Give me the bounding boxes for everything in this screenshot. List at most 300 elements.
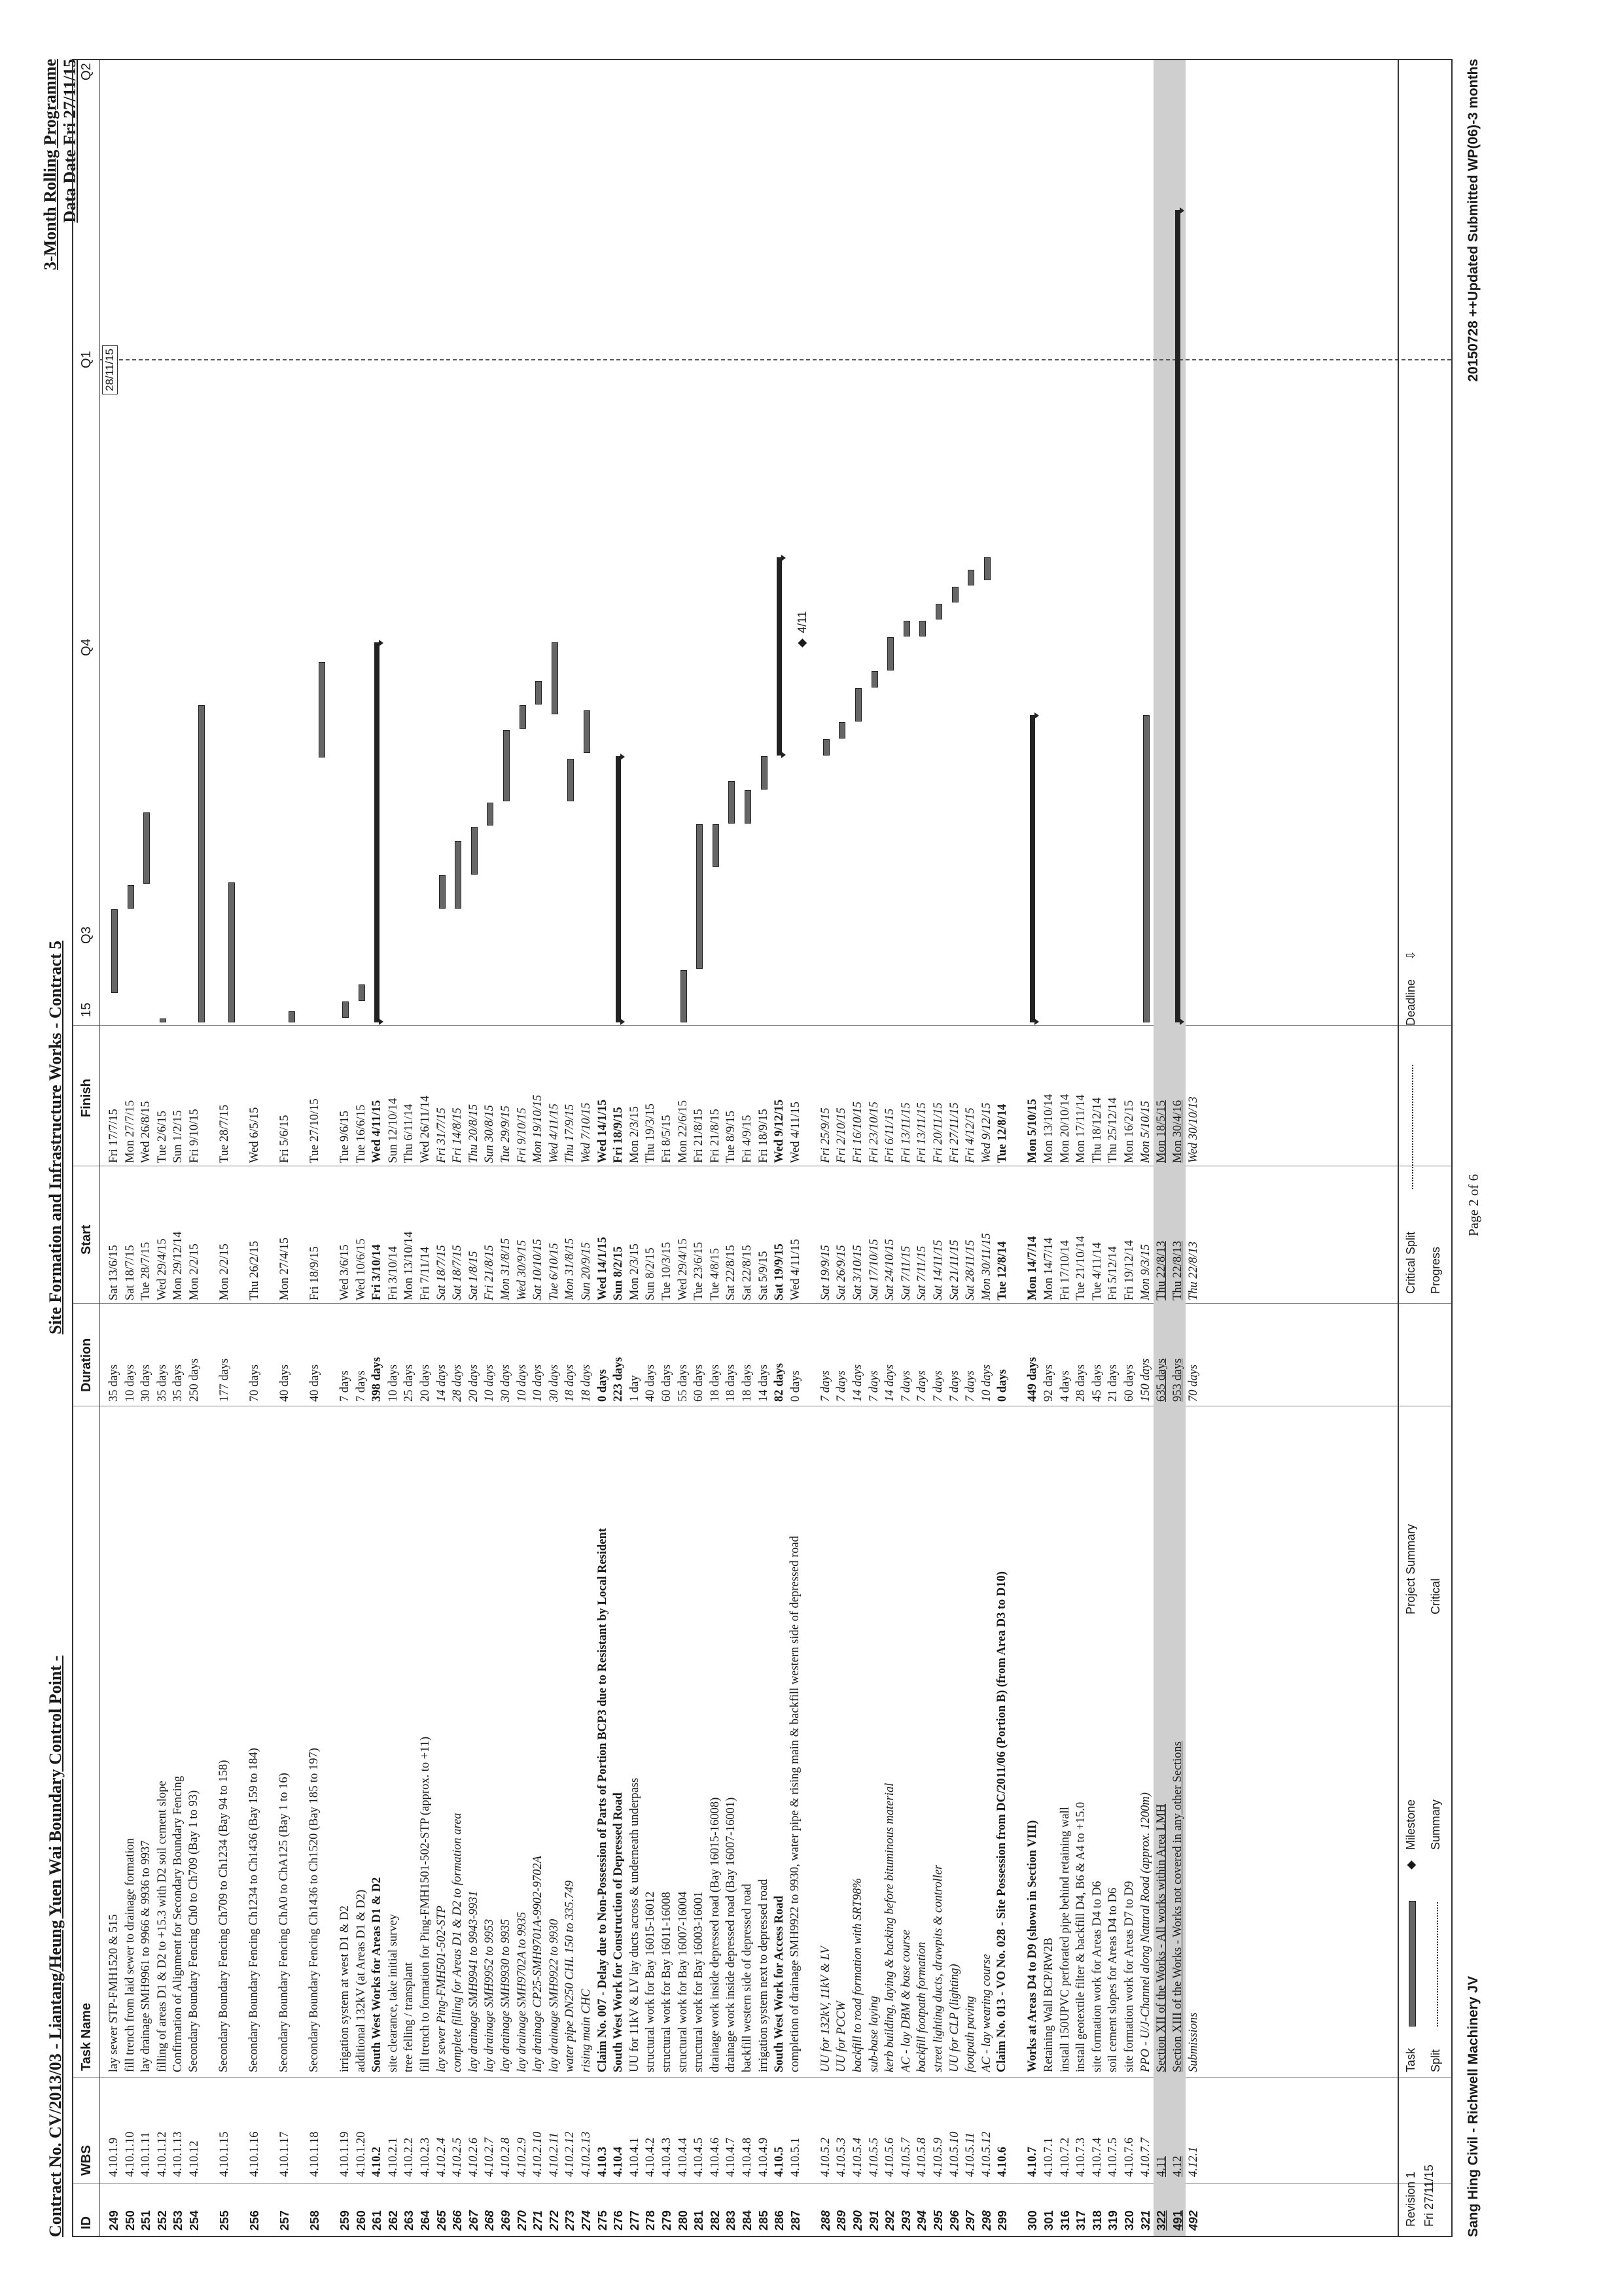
task-wbs: 4.10.5.5 xyxy=(867,2137,881,2177)
task-id: 270 xyxy=(514,2210,529,2231)
task-duration: 70 days xyxy=(1187,1364,1201,1402)
task-duration: 7 days xyxy=(867,1370,881,1402)
gantt-bar xyxy=(487,803,493,826)
task-finish: Fri 2/10/15 xyxy=(835,1107,849,1163)
gantt-bar xyxy=(1143,715,1150,1022)
task-duration: 92 days xyxy=(1042,1364,1055,1402)
task-start: Mon 31/8/15 xyxy=(499,1238,512,1300)
task-finish: Tue 2/6/15 xyxy=(155,1110,169,1163)
col-task-name-header: Task Name xyxy=(79,2002,94,2071)
task-name: UU for CLP (lighting) xyxy=(947,1964,961,2072)
task-wbs: 4.10.4.3 xyxy=(660,2137,673,2177)
legend-task: Task xyxy=(1404,2047,1417,2072)
task-finish: Wed 14/1/15 xyxy=(595,1099,609,1163)
task-start: Sun 8/2/15 xyxy=(644,1247,658,1300)
task-name: structural work for Bay 16015-16012 xyxy=(644,1891,658,2072)
task-wbs: 4.10.4.2 xyxy=(644,2137,658,2177)
task-finish: Fri 13/11/15 xyxy=(899,1102,913,1163)
task-id: 264 xyxy=(418,2210,432,2231)
task-duration: 60 days xyxy=(1123,1364,1136,1402)
gantt-bar xyxy=(455,841,461,908)
task-start: Sat 22/8/15 xyxy=(724,1245,738,1300)
gantt-bar xyxy=(823,739,830,755)
task-finish: Mon 17/11/14 xyxy=(1074,1094,1088,1163)
task-duration: 28 days xyxy=(1074,1364,1088,1402)
gantt-bar xyxy=(968,570,974,585)
task-wbs: 4.10.7.1 xyxy=(1042,2137,1055,2177)
col-start-header: Start xyxy=(79,1225,94,1255)
legend-milestone-icon: ◆ xyxy=(1404,1860,1417,1870)
task-finish: Fri 8/5/15 xyxy=(660,1115,673,1163)
gantt-bar xyxy=(359,984,365,1000)
task-id: 294 xyxy=(915,2210,929,2231)
gantt-bar xyxy=(761,756,768,789)
task-duration: 177 days xyxy=(218,1358,231,1402)
col-wbs-header: WBS xyxy=(79,2145,94,2176)
task-finish: Tue 9/6/15 xyxy=(338,1110,351,1163)
gantt-bar xyxy=(984,557,991,580)
task-finish: Wed 26/11/14 xyxy=(419,1095,432,1163)
task-duration: 449 days xyxy=(1026,1357,1040,1402)
gantt-bar xyxy=(503,730,510,802)
task-finish: Sun 1/2/15 xyxy=(171,1110,185,1163)
task-id: 272 xyxy=(546,2210,561,2231)
task-name: Section XIII of the Works - Works not covered in any other Sections xyxy=(1171,1741,1184,2072)
gantt-bar xyxy=(872,671,878,687)
task-duration: 7 days xyxy=(964,1370,978,1402)
task-finish: Fri 16/10/15 xyxy=(851,1101,864,1163)
task-id: 300 xyxy=(1025,2210,1040,2231)
task-start: Sat 26/9/15 xyxy=(835,1245,849,1300)
task-duration: 35 days xyxy=(171,1364,185,1402)
task-name: street lighting ducts, drawpits & controller xyxy=(932,1864,945,2072)
task-wbs: 4.10.5.7 xyxy=(899,2137,913,2177)
gantt-bar xyxy=(111,909,118,993)
task-name: Secondary Boundary Fencing Ch0 to Ch709 (Bay 1 to 93) xyxy=(187,1790,200,2072)
task-start: Sat 10/10/15 xyxy=(531,1238,545,1300)
task-finish: Mon 18/5/15 xyxy=(1155,1100,1169,1163)
task-wbs: 4.10.4.1 xyxy=(627,2137,641,2177)
task-id: 278 xyxy=(643,2210,658,2231)
task-start: Wed 29/4/15 xyxy=(676,1238,690,1300)
task-name: site formation work for Areas D7 to D9 xyxy=(1123,1881,1136,2072)
task-finish: Mon 13/10/14 xyxy=(1042,1094,1055,1163)
task-id: 296 xyxy=(947,2210,961,2231)
task-wbs: 4.10.6 xyxy=(996,2146,1010,2177)
task-start: Wed 4/11/15 xyxy=(788,1239,802,1300)
task-duration: 10 days xyxy=(386,1364,400,1402)
task-finish: Wed 9/12/15 xyxy=(773,1099,786,1163)
task-start: Sat 21/11/15 xyxy=(947,1240,961,1300)
task-duration: 0 days xyxy=(788,1370,802,1402)
gantt-bar xyxy=(713,824,719,867)
task-start: Tue 4/11/14 xyxy=(1090,1242,1104,1300)
gantt-bar xyxy=(520,705,526,728)
task-name: sub-base laying xyxy=(867,1996,881,2072)
col-duration-header: Duration xyxy=(79,1338,94,1392)
task-name: drainage work inside depressed road (Bay 16015-16008) xyxy=(708,1797,722,2072)
task-finish: Thu 6/11/14 xyxy=(402,1104,416,1163)
task-id: 491 xyxy=(1170,2210,1184,2231)
task-start: Mon 14/7/14 xyxy=(1042,1237,1055,1300)
task-duration: 7 days xyxy=(947,1370,961,1402)
task-start: Tue 6/10/15 xyxy=(547,1243,561,1300)
task-start: Sat 13/6/15 xyxy=(107,1245,120,1300)
gantt-bar xyxy=(552,642,558,714)
task-finish: Fri 17/7/15 xyxy=(107,1109,120,1163)
task-id: 292 xyxy=(883,2210,897,2231)
task-id: 286 xyxy=(772,2210,786,2231)
task-name: additional 132kV (at Areas D1 & D2) xyxy=(354,1889,368,2072)
gantt-bar xyxy=(143,812,150,884)
task-id: 285 xyxy=(756,2210,770,2231)
task-duration: 398 days xyxy=(370,1357,384,1402)
task-wbs: 4.10.2.1 xyxy=(386,2137,400,2177)
task-name: Secondary Boundary Fencing Ch1436 to Ch1520 (Bay 185 to 197) xyxy=(308,1748,321,2072)
task-finish: Mon 5/10/15 xyxy=(1139,1100,1152,1163)
task-name: lay sewer Ping-FMH501-502-STP xyxy=(434,1905,448,2072)
task-id: 291 xyxy=(866,2210,881,2231)
task-id: 265 xyxy=(434,2210,448,2231)
task-wbs: 4.10.4.9 xyxy=(756,2137,770,2177)
task-wbs: 4.10.5.9 xyxy=(932,2137,945,2177)
task-name: UU for PCCW xyxy=(835,2001,849,2072)
task-wbs: 4.10.1.10 xyxy=(123,2131,137,2177)
legend-summary: Summary xyxy=(1429,1799,1442,1850)
task-id: 318 xyxy=(1089,2210,1104,2231)
gantt-bar xyxy=(1030,715,1035,1022)
task-duration: 60 days xyxy=(692,1364,706,1402)
task-finish: Tue 29/9/15 xyxy=(499,1105,512,1163)
task-finish: Fri 4/12/15 xyxy=(964,1107,978,1163)
task-id: 287 xyxy=(788,2210,802,2231)
gantt-bar xyxy=(839,722,845,738)
task-start: Sat 5/9/15 xyxy=(756,1251,770,1300)
task-finish: Mon 20/10/14 xyxy=(1058,1094,1072,1163)
gantt-bar xyxy=(855,688,862,721)
task-finish: Fri 23/10/15 xyxy=(867,1101,881,1163)
task-start: Fri 3/10/14 xyxy=(370,1244,384,1300)
task-start: Sat 28/11/15 xyxy=(964,1240,978,1300)
task-wbs: 4.10.4.5 xyxy=(692,2137,706,2177)
task-finish: Fri 20/11/15 xyxy=(932,1102,945,1163)
data-date-marker: 28/11/15 xyxy=(102,345,118,394)
task-wbs: 4.10.2.12 xyxy=(563,2131,577,2177)
gantt-bar xyxy=(584,710,590,753)
task-finish: Wed 7/10/15 xyxy=(580,1102,593,1163)
task-duration: 25 days xyxy=(402,1364,416,1402)
task-name: Claim No. 007 - Delay due to Non-Possession of Parts of Portion BCP3 due to Resistant by Local Resident xyxy=(595,1528,609,2072)
task-start: Tue 21/10/14 xyxy=(1074,1236,1088,1300)
task-id: 268 xyxy=(482,2210,497,2231)
task-start: Sat 14/11/15 xyxy=(932,1240,945,1300)
task-duration: 10 days xyxy=(123,1364,137,1402)
task-id: 259 xyxy=(338,2210,351,2231)
task-wbs: 4.10.1.19 xyxy=(338,2131,351,2177)
task-id: 274 xyxy=(579,2210,593,2231)
task-wbs: 4.10.7.6 xyxy=(1123,2137,1136,2177)
task-name: backfill western side of depressed road xyxy=(741,1883,754,2072)
task-wbs: 4.10.4.6 xyxy=(708,2137,722,2177)
task-wbs: 4.10.1.20 xyxy=(354,2131,368,2177)
data-date-line xyxy=(99,359,1451,360)
task-wbs: 4.10.1.9 xyxy=(107,2137,120,2177)
task-id: 276 xyxy=(611,2210,626,2231)
task-finish: Mon 30/4/16 xyxy=(1171,1100,1184,1163)
task-name: complete filling for Areas D1 & D2 to formation area xyxy=(451,1813,465,2072)
task-id: 321 xyxy=(1138,2210,1152,2231)
task-wbs: 4.10.5 xyxy=(773,2146,786,2177)
legend-revision: Revision 1 xyxy=(1404,2171,1417,2227)
task-name: kerb building, laying & backing before bituminous material xyxy=(883,1783,897,2072)
task-wbs: 4.10.5.6 xyxy=(883,2137,897,2177)
gantt-bar xyxy=(696,824,703,969)
task-name: Works at Areas D4 to D9 (shown in Section VIII) xyxy=(1026,1820,1040,2072)
task-start: Mon 30/11/15 xyxy=(980,1233,993,1300)
task-id: 273 xyxy=(563,2210,577,2231)
task-duration: 40 days xyxy=(644,1364,658,1402)
task-name: irrigation system next to depressed road xyxy=(756,1879,770,2072)
task-name: structural work for Bay 16003-16001 xyxy=(692,1891,706,2072)
task-wbs: 4.10.1.16 xyxy=(248,2131,261,2177)
gantt-bar xyxy=(936,604,942,619)
task-id: 261 xyxy=(370,2210,384,2231)
task-id: 263 xyxy=(402,2210,416,2231)
task-id: 322 xyxy=(1154,2210,1169,2231)
task-wbs: 4.10.2.7 xyxy=(483,2137,497,2177)
task-id: 256 xyxy=(247,2210,261,2231)
task-wbs: 4.10.5.10 xyxy=(947,2131,961,2177)
task-start: Sat 18/7/15 xyxy=(434,1245,448,1300)
task-id: 290 xyxy=(851,2210,864,2231)
gantt-bar xyxy=(319,662,325,758)
task-finish: Wed 4/11/15 xyxy=(788,1102,802,1163)
task-wbs: 4.10.4.8 xyxy=(741,2137,754,2177)
legend-project-summary: Project Summary xyxy=(1404,1523,1417,1614)
task-wbs: 4.10.2.4 xyxy=(434,2137,448,2177)
task-id: 266 xyxy=(450,2210,465,2231)
task-name: AC - lay DBM & base course xyxy=(899,1930,913,2072)
task-finish: Wed 26/8/15 xyxy=(139,1101,153,1163)
task-name: fill trench to formation for Ping-FMH1501-502-STP (approx. to +11) xyxy=(419,1736,432,2072)
year-label: 15 xyxy=(79,1002,94,1017)
task-name: drainage work inside depressed road (Bay 16007-16001) xyxy=(724,1797,738,2072)
milestone-marker: ◆ xyxy=(794,638,809,648)
task-finish: Fri 25/9/15 xyxy=(819,1107,832,1163)
task-duration: 635 days xyxy=(1155,1358,1169,1402)
milestone-label: 4/11 xyxy=(795,611,809,633)
task-wbs: 4.10.7 xyxy=(1026,2146,1040,2177)
task-start: Mon 2/3/15 xyxy=(627,1244,641,1300)
task-wbs: 4.10.4.4 xyxy=(676,2137,690,2177)
task-id: 250 xyxy=(122,2210,137,2231)
task-wbs: 4.10.5.3 xyxy=(835,2137,849,2177)
task-duration: 7 days xyxy=(932,1370,945,1402)
task-name: site clearance, take initial survey xyxy=(386,1914,400,2072)
task-duration: 40 days xyxy=(278,1364,291,1402)
task-start: Sat 22/8/15 xyxy=(741,1245,754,1300)
task-start: Sat 18/7/15 xyxy=(451,1245,465,1300)
task-wbs: 4.10.2.2 xyxy=(402,2137,416,2177)
task-start: Wed 10/6/15 xyxy=(354,1238,368,1300)
task-finish: Wed 4/11/15 xyxy=(547,1104,561,1163)
task-duration: 60 days xyxy=(660,1364,673,1402)
gantt-bar xyxy=(160,1018,166,1022)
task-name: UU for 11kV & LV lay ducts across & underneath underpass xyxy=(627,1777,641,2072)
task-start: Wed 3/6/15 xyxy=(338,1244,351,1300)
task-name: Confirmation of Alignment for Secondary Boundary Fencing xyxy=(171,1775,185,2072)
quarter-label: Q1 xyxy=(79,351,94,368)
task-wbs: 4.10.5.4 xyxy=(851,2137,864,2177)
task-name: install geotextile filter & backfill D4, B6 & A4 to +15.0 xyxy=(1074,1801,1088,2072)
task-wbs: 4.10.7.2 xyxy=(1058,2137,1072,2177)
task-wbs: 4.10.5.11 xyxy=(964,2132,978,2177)
task-duration: 14 days xyxy=(883,1364,897,1402)
task-start: Fri 18/9/15 xyxy=(308,1246,321,1300)
task-id: 281 xyxy=(692,2210,706,2231)
gantt-chart xyxy=(73,60,1451,1022)
task-name: PPO - U/J-Channel along Natural Road (approx. 1200m) xyxy=(1139,1792,1152,2072)
task-duration: 7 days xyxy=(338,1370,351,1402)
task-id: 258 xyxy=(308,2210,321,2231)
task-start: Mon 14/7/14 xyxy=(1026,1236,1040,1300)
task-duration: 223 days xyxy=(612,1357,626,1402)
task-id: 275 xyxy=(595,2210,609,2231)
company-name: Sang Hing Civil - Richwell Machinery JV xyxy=(1466,1975,1481,2237)
task-name: Retaining Wall BCP/RW2B xyxy=(1042,1938,1055,2072)
task-finish: Tue 16/6/15 xyxy=(354,1104,368,1163)
submission-ref: 20150728 ++Updated Submitted WP(06)-3 months xyxy=(1466,59,1481,382)
task-start: Sat 1/8/15 xyxy=(467,1251,480,1300)
task-finish: Fri 9/10/15 xyxy=(515,1107,529,1163)
task-name: backfill footpath formation xyxy=(915,1941,929,2072)
task-name: Secondary Boundary Fencing ChA0 to ChA125 (Bay 1 to 16) xyxy=(277,1773,291,2072)
legend xyxy=(1398,60,1451,2236)
task-finish: Sun 30/8/15 xyxy=(483,1105,497,1163)
task-duration: 18 days xyxy=(563,1364,577,1402)
task-wbs: 4.10.1.18 xyxy=(308,2131,321,2177)
task-id: 253 xyxy=(171,2210,185,2231)
task-name: water pipe DN250 CHL 150 to 335.749 xyxy=(563,1880,577,2072)
task-name: completion of drainage SMH9922 to 9930, water pipe & rising main & backfill western side of depressed road xyxy=(788,1536,802,2072)
task-duration: 45 days xyxy=(1090,1364,1104,1402)
gantt-bar xyxy=(616,756,621,1022)
task-wbs: 4.10.1.17 xyxy=(278,2131,291,2177)
gantt-bar xyxy=(289,1011,295,1022)
task-finish: Tue 8/9/15 xyxy=(724,1110,738,1163)
task-id: 277 xyxy=(627,2210,641,2231)
task-start: Tue 10/3/15 xyxy=(660,1242,673,1300)
task-id: 297 xyxy=(963,2210,978,2231)
task-start: Fri 3/10/14 xyxy=(386,1246,400,1300)
task-duration: 30 days xyxy=(499,1364,512,1402)
task-duration: 18 days xyxy=(708,1364,722,1402)
contract-title: Contract No. CV/2013/03 - Liantang/Heung Yuen Wai Boundary Control Point - xyxy=(46,1655,65,2237)
gantt-bar xyxy=(1175,210,1180,1022)
task-name: Section XII of the Works - All works within Area LMH xyxy=(1155,1803,1169,2072)
task-id: 284 xyxy=(740,2210,754,2231)
gantt-bar xyxy=(198,705,205,1022)
task-wbs: 4.10.1.15 xyxy=(218,2131,231,2177)
task-id: 289 xyxy=(834,2210,849,2231)
task-finish: Fri 27/11/15 xyxy=(947,1102,961,1163)
task-duration: 14 days xyxy=(756,1364,770,1402)
gantt-bar xyxy=(919,621,926,636)
task-id: 260 xyxy=(353,2210,368,2231)
task-id: 319 xyxy=(1106,2210,1120,2231)
programme-title: 3-Month Rolling Programme xyxy=(41,59,60,271)
task-wbs: 4.10.5.1 xyxy=(788,2137,802,2177)
task-finish: Mon 5/10/15 xyxy=(1026,1098,1040,1163)
legend-revision-date: Fri 27/11/15 xyxy=(1422,2165,1436,2227)
task-start: Sat 17/10/15 xyxy=(867,1238,881,1300)
task-name: Submissions xyxy=(1187,2012,1201,2072)
task-finish: Fri 14/8/15 xyxy=(451,1107,465,1163)
task-wbs: 4.10.2.9 xyxy=(515,2137,529,2177)
task-finish: Wed 6/5/15 xyxy=(248,1107,261,1163)
task-start: Sat 19/9/15 xyxy=(819,1245,832,1300)
task-name: structural work for Bay 16011-16008 xyxy=(660,1892,673,2072)
task-wbs: 4.10.1.11 xyxy=(139,2132,153,2177)
legend-milestone: Milestone xyxy=(1404,1799,1417,1850)
task-start: Thu 22/8/13 xyxy=(1187,1242,1201,1300)
task-name: irrigation system at west D1 & D2 xyxy=(338,1905,351,2072)
task-start: Thu 26/2/15 xyxy=(248,1241,261,1300)
task-id: 317 xyxy=(1074,2210,1088,2231)
task-id: 288 xyxy=(818,2210,832,2231)
quarter-label: Q3 xyxy=(79,926,94,944)
task-finish: Fri 21/8/15 xyxy=(692,1109,706,1163)
task-id: 301 xyxy=(1042,2210,1055,2231)
task-name: tree felling / transplant xyxy=(402,1962,416,2072)
task-duration: 20 days xyxy=(467,1364,480,1402)
task-name: backfill to road formation with SRT98% xyxy=(851,1878,864,2072)
task-finish: Fri 31/7/15 xyxy=(434,1107,448,1163)
task-start: Fri 17/10/14 xyxy=(1058,1240,1072,1300)
task-start: Sat 24/10/15 xyxy=(883,1238,897,1300)
task-name: site formation work for Areas D4 to D6 xyxy=(1090,1881,1104,2072)
task-id: 255 xyxy=(217,2210,231,2231)
task-duration: 18 days xyxy=(724,1364,738,1402)
task-duration: 10 days xyxy=(483,1364,497,1402)
task-duration: 7 days xyxy=(915,1370,929,1402)
legend-critical: Critical xyxy=(1429,1578,1442,1614)
task-start: Thu 22/8/13 xyxy=(1171,1241,1184,1300)
task-duration: 14 days xyxy=(851,1364,864,1402)
task-name: lay drainage SMH9930 to 9935 xyxy=(499,1919,512,2072)
gantt-bar xyxy=(374,642,380,1022)
task-wbs: 4.10.2.13 xyxy=(580,2131,593,2177)
task-finish: Fri 6/11/15 xyxy=(883,1108,897,1163)
gantt-bar xyxy=(342,1001,349,1017)
task-start: Fri 19/12/14 xyxy=(1123,1240,1136,1300)
task-name: lay drainage SMH9702A to 9935 xyxy=(515,1911,529,2072)
task-id: 293 xyxy=(898,2210,913,2231)
task-wbs: 4.10.5.12 xyxy=(980,2131,993,2177)
task-wbs: 4.10.2.10 xyxy=(531,2131,545,2177)
task-wbs: 4.12 xyxy=(1171,2155,1184,2177)
task-duration: 10 days xyxy=(980,1364,993,1402)
task-start: Sat 3/10/15 xyxy=(851,1245,864,1300)
task-wbs: 4.10.4.7 xyxy=(724,2137,738,2177)
task-duration: 4 days xyxy=(1058,1370,1072,1402)
gantt-bar xyxy=(439,875,446,908)
gantt-bar xyxy=(535,681,542,704)
task-start: Fri 5/12/14 xyxy=(1106,1246,1120,1300)
task-duration: 82 days xyxy=(773,1363,786,1402)
task-wbs: 4.10.1.13 xyxy=(171,2131,185,2177)
task-finish: Fri 4/9/15 xyxy=(741,1115,754,1163)
